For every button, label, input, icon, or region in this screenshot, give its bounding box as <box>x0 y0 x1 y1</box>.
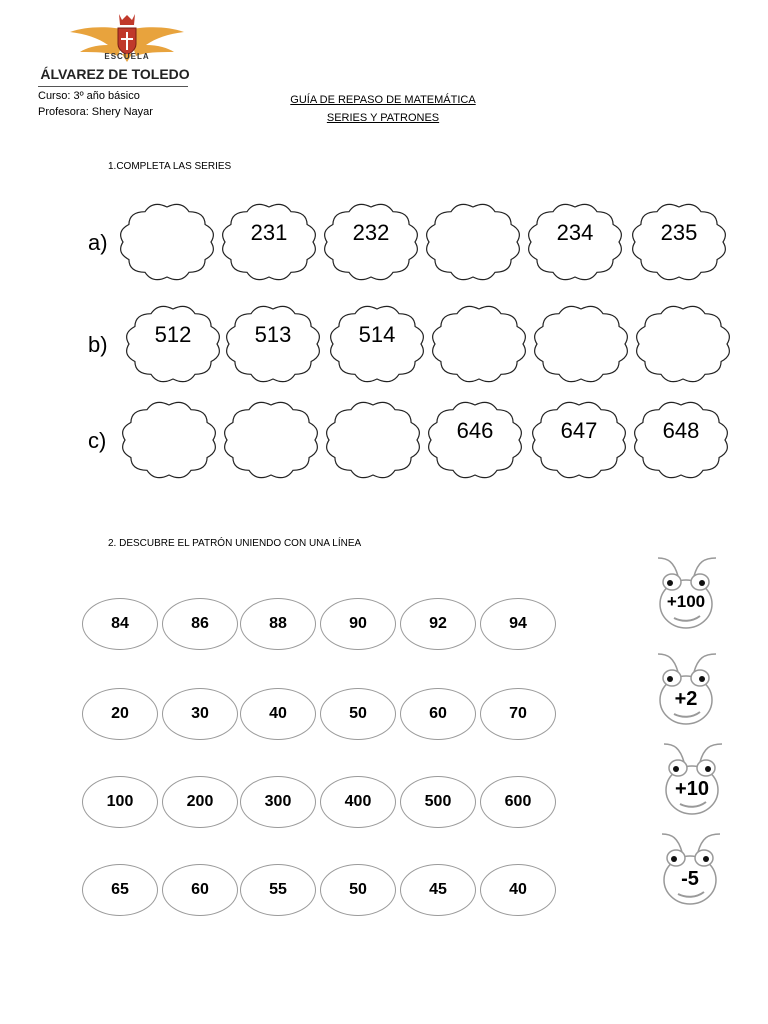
pattern-number-oval[interactable]: 94 <box>480 598 556 650</box>
header-rule <box>38 86 188 87</box>
rule-label: +100 <box>666 592 706 611</box>
cloud-shape <box>428 302 530 386</box>
cloud-shape <box>118 398 220 482</box>
series-cloud-blank[interactable] <box>422 200 524 284</box>
section-1-heading: 1.COMPLETA LAS SERIES <box>108 161 232 172</box>
pattern-number-oval[interactable]: 92 <box>400 598 476 650</box>
series-cloud <box>222 302 324 386</box>
pattern-number-oval[interactable]: 40 <box>480 864 556 916</box>
series-cloud <box>122 302 224 386</box>
pattern-number-oval[interactable]: 50 <box>320 688 396 740</box>
rule-label: -5 <box>681 868 699 890</box>
cloud-shape <box>220 398 322 482</box>
series-cloud-blank[interactable] <box>220 398 322 482</box>
series-cloud-blank[interactable] <box>632 302 734 386</box>
pattern-number-oval[interactable]: 100 <box>82 776 158 828</box>
cloud-shape <box>632 302 734 386</box>
series-cloud-blank[interactable] <box>118 398 220 482</box>
cloud-value: 512 <box>154 322 192 347</box>
pattern-number-oval[interactable]: 20 <box>82 688 158 740</box>
series-cloud <box>326 302 428 386</box>
cloud-shape <box>116 200 218 284</box>
series-cloud-blank[interactable] <box>116 200 218 284</box>
series-row-label: c) <box>88 428 107 453</box>
pattern-number-oval[interactable]: 60 <box>162 864 238 916</box>
series-cloud <box>320 200 422 284</box>
cloud-value: 646 <box>456 418 494 443</box>
series-cloud <box>528 398 630 482</box>
pattern-number-oval[interactable]: 84 <box>82 598 158 650</box>
series-cloud <box>628 200 730 284</box>
pattern-number-oval[interactable]: 200 <box>162 776 238 828</box>
series-cloud <box>424 398 526 482</box>
section-2-heading: 2. DESCUBRE EL PATRÓN UNIENDO CON UNA LÍNEA <box>108 538 362 549</box>
pattern-number-oval[interactable]: 70 <box>480 688 556 740</box>
pattern-number-oval[interactable]: 90 <box>320 598 396 650</box>
series-row-label: a) <box>88 230 108 255</box>
pattern-number-oval[interactable]: 45 <box>400 864 476 916</box>
teacher-info: Profesora: Shery Nayar <box>38 106 153 118</box>
rule-face[interactable] <box>646 552 726 632</box>
cloud-shape <box>322 398 424 482</box>
series-cloud-blank[interactable] <box>428 302 530 386</box>
pattern-number-oval[interactable]: 500 <box>400 776 476 828</box>
pattern-number-oval[interactable]: 60 <box>400 688 476 740</box>
worksheet-subtitle: SERIES Y PATRONES <box>326 112 440 124</box>
series-cloud-blank[interactable] <box>530 302 632 386</box>
series-cloud <box>218 200 320 284</box>
cloud-value: 647 <box>560 418 598 443</box>
cloud-value: 513 <box>254 322 292 347</box>
rule-face[interactable] <box>646 648 726 728</box>
pattern-number-oval[interactable]: 600 <box>480 776 556 828</box>
pattern-number-oval[interactable]: 55 <box>240 864 316 916</box>
school-name: ÁLVAREZ DE TOLEDO <box>40 66 190 82</box>
cloud-value: 235 <box>660 220 698 245</box>
course-info: Curso: 3º año básico <box>38 90 140 102</box>
pattern-number-oval[interactable]: 88 <box>240 598 316 650</box>
rule-face[interactable] <box>652 738 732 818</box>
pattern-number-oval[interactable]: 86 <box>162 598 238 650</box>
pattern-number-oval[interactable]: 50 <box>320 864 396 916</box>
rule-label: +2 <box>674 688 698 710</box>
pattern-number-oval[interactable]: 30 <box>162 688 238 740</box>
cloud-value: 234 <box>556 220 594 245</box>
pattern-number-oval[interactable]: 65 <box>82 864 158 916</box>
pattern-number-oval[interactable]: 300 <box>240 776 316 828</box>
worksheet-title: GUÍA DE REPASO DE MATEMÁTICA <box>290 94 476 106</box>
series-cloud <box>630 398 732 482</box>
cloud-shape <box>530 302 632 386</box>
series-cloud-blank[interactable] <box>322 398 424 482</box>
cloud-value: 231 <box>250 220 288 245</box>
pattern-number-oval[interactable]: 400 <box>320 776 396 828</box>
rule-label: +10 <box>675 778 709 800</box>
cloud-value: 514 <box>358 322 396 347</box>
pattern-number-oval[interactable]: 40 <box>240 688 316 740</box>
cloud-value: 232 <box>352 220 390 245</box>
series-row-label: b) <box>88 332 108 357</box>
school-label: ESCUELA <box>104 52 150 61</box>
cloud-shape <box>422 200 524 284</box>
series-cloud <box>524 200 626 284</box>
cloud-value: 648 <box>662 418 700 443</box>
rule-face[interactable] <box>650 828 730 908</box>
